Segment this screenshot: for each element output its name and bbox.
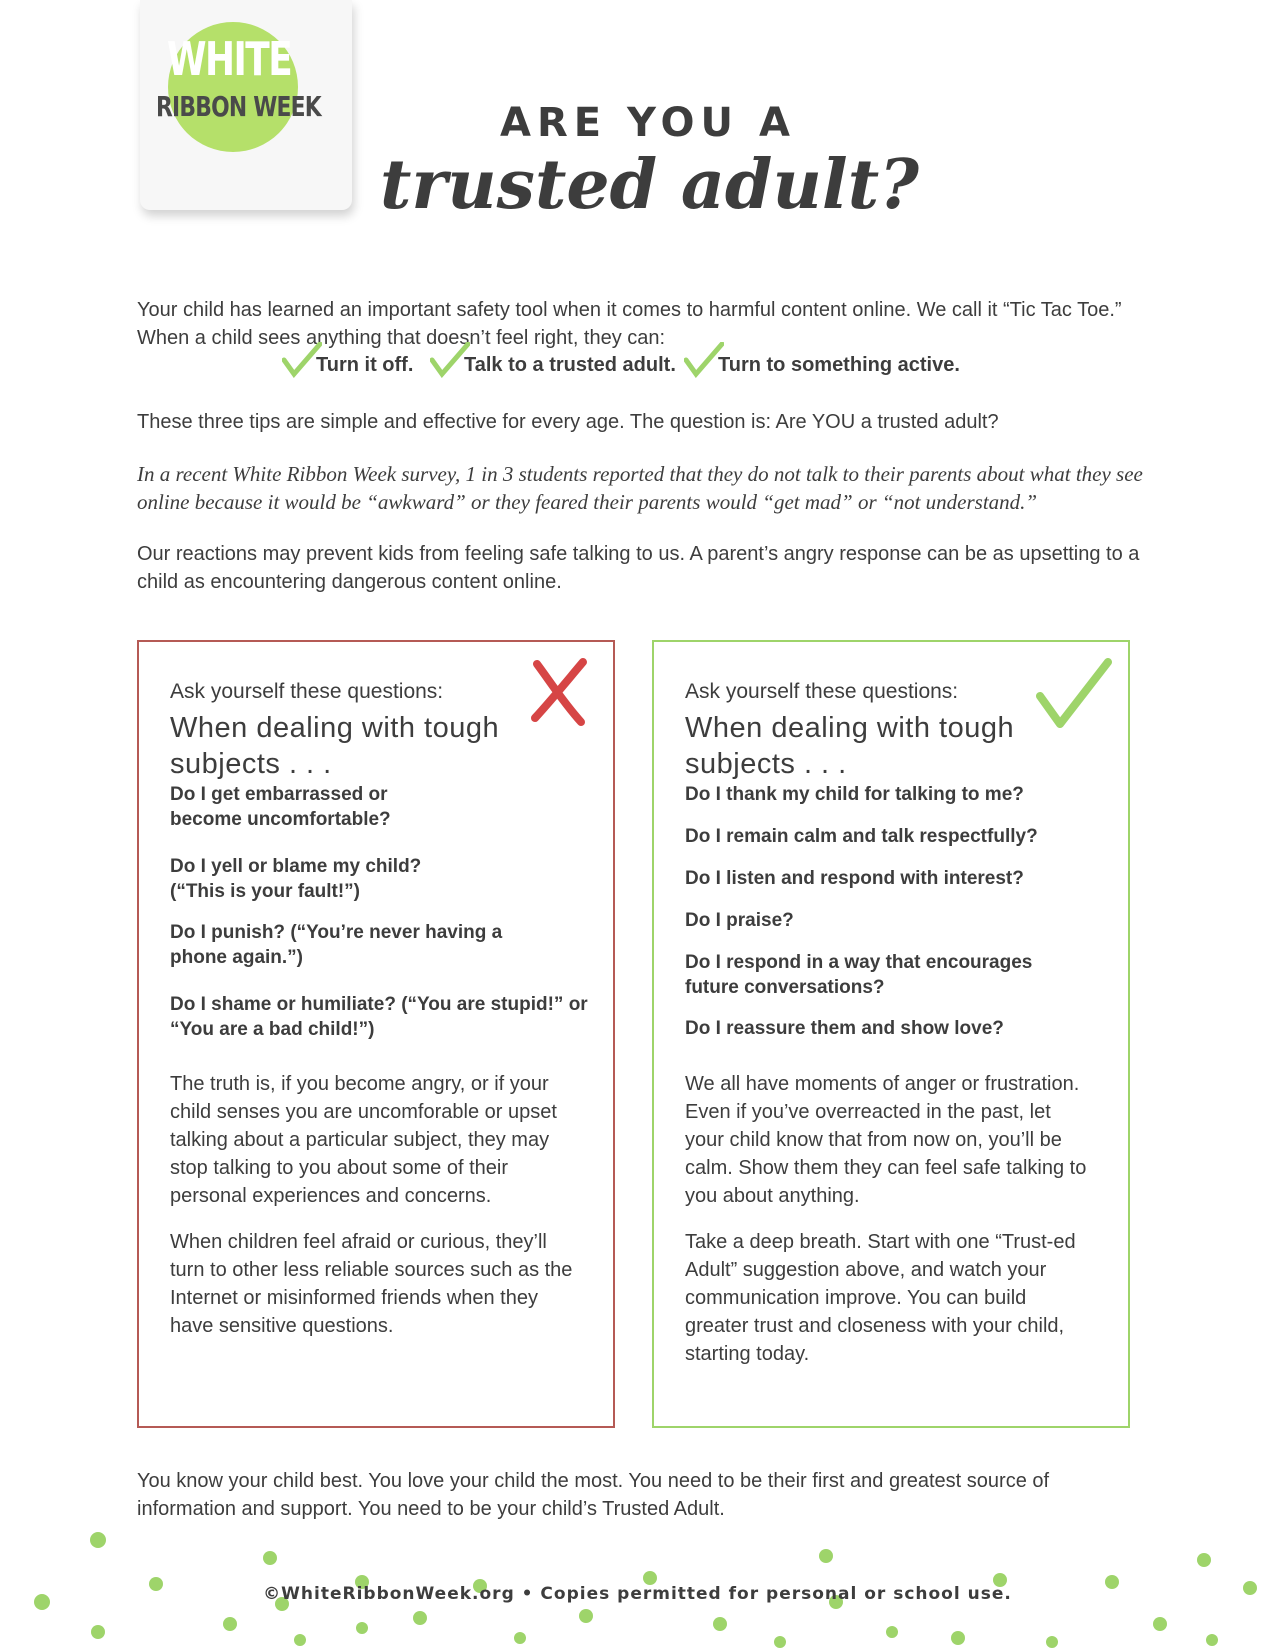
right-body-deep-breath: Take a deep breath. Start with one “Trust-ed Adult” suggestion above, and watch your communication improve. You can build greater trust and closeness with your child, starting today. [685, 1231, 1076, 1365]
tips-row [282, 348, 1042, 388]
question-item: Do I get embarrassed or become uncomfortable? [170, 784, 391, 830]
ask-yourself-label: Ask yourself these questions: [170, 680, 444, 703]
question-item: Do I remain calm and talk respectfully? [685, 826, 1038, 847]
title-top: ARE YOU A [500, 100, 796, 146]
question-item: Do I praise? [685, 910, 794, 931]
tip-label: Turn it off. [316, 354, 414, 376]
tip-label: Turn to something active. [718, 354, 960, 376]
copyright-line: ©WhiteRibbonWeek.org • Copies permitted for personal or school use. [263, 1584, 1012, 1604]
tip-label: Talk to a trusted adult. [464, 354, 676, 376]
right-box-do [652, 640, 1130, 1428]
tips-paragraph: These three tips are simple and effective for every age. The question is: Are YOU a trusted adult? [137, 411, 999, 433]
right-body-moments: We all have moments of anger or frustration. Even if you’ve overreacted in the past, let your child know that from now on, you’ll be calm. Show them they can feel safe talking to you about anything. [685, 1073, 1087, 1207]
title-script: trusted adult? [380, 145, 919, 225]
ask-yourself-label: Ask yourself these questions: [685, 680, 959, 703]
dealing-heading: When dealing with tough subjects . . . [170, 712, 500, 780]
dealing-heading: When dealing with tough subjects . . . [685, 712, 1015, 780]
check-mark-icon [1036, 658, 1112, 732]
question-item: Do I yell or blame my child? (“This is your fault!”) [170, 856, 422, 902]
left-body-truth: The truth is, if you become angry, or if your child senses you are uncomforable or upset talking about a particular subject, they may stop talking to you about some of their personal experiences and concerns. [170, 1073, 557, 1207]
left-body-children: When children feel afraid or curious, they’ll turn to other less reliable sources such as the Internet or misinformed friends when they have sensitive questions. [170, 1231, 573, 1337]
logo-card [140, 0, 352, 210]
question-item: Do I shame or humiliate? (“You are stupid!” or “You are a bad child!”) [170, 994, 588, 1040]
question-item: Do I listen and respond with interest? [685, 868, 1024, 889]
x-mark-icon [531, 656, 589, 726]
closing-paragraph: You know your child best. You love your child the most. You need to be their first and greatest source of information and support. You need to be your child’s Trusted Adult. [137, 1470, 1050, 1520]
question-item: Do I thank my child for talking to me? [685, 784, 1024, 805]
logo-ribbon-week-text: RIBBON WEEK [156, 90, 321, 123]
intro-paragraph: Your child has learned an important safety tool when it comes to harmful content online. We call it “Tic Tac Toe.” When a child sees anything that doesn’t feel right, they can: [137, 299, 1122, 349]
survey-paragraph: In a recent White Ribbon Week survey, 1 in 3 students reported that they do not talk to their parents about what they see online because it would be “awkward” or they feared their parents would “get mad” or “not understand.” [137, 462, 1143, 514]
question-item: Do I reassure them and show love? [685, 1018, 1004, 1039]
question-item: Do I respond in a way that encourages future conversations? [685, 952, 1033, 998]
reactions-paragraph: Our reactions may prevent kids from feeling safe talking to us. A parent’s angry response can be as upsetting to a child as encountering dangerous content online. [137, 543, 1140, 593]
left-box-dont [137, 640, 615, 1428]
question-item: Do I punish? (“You’re never having a phone again.”) [170, 922, 503, 968]
logo-white-text: WHITE [167, 32, 292, 86]
